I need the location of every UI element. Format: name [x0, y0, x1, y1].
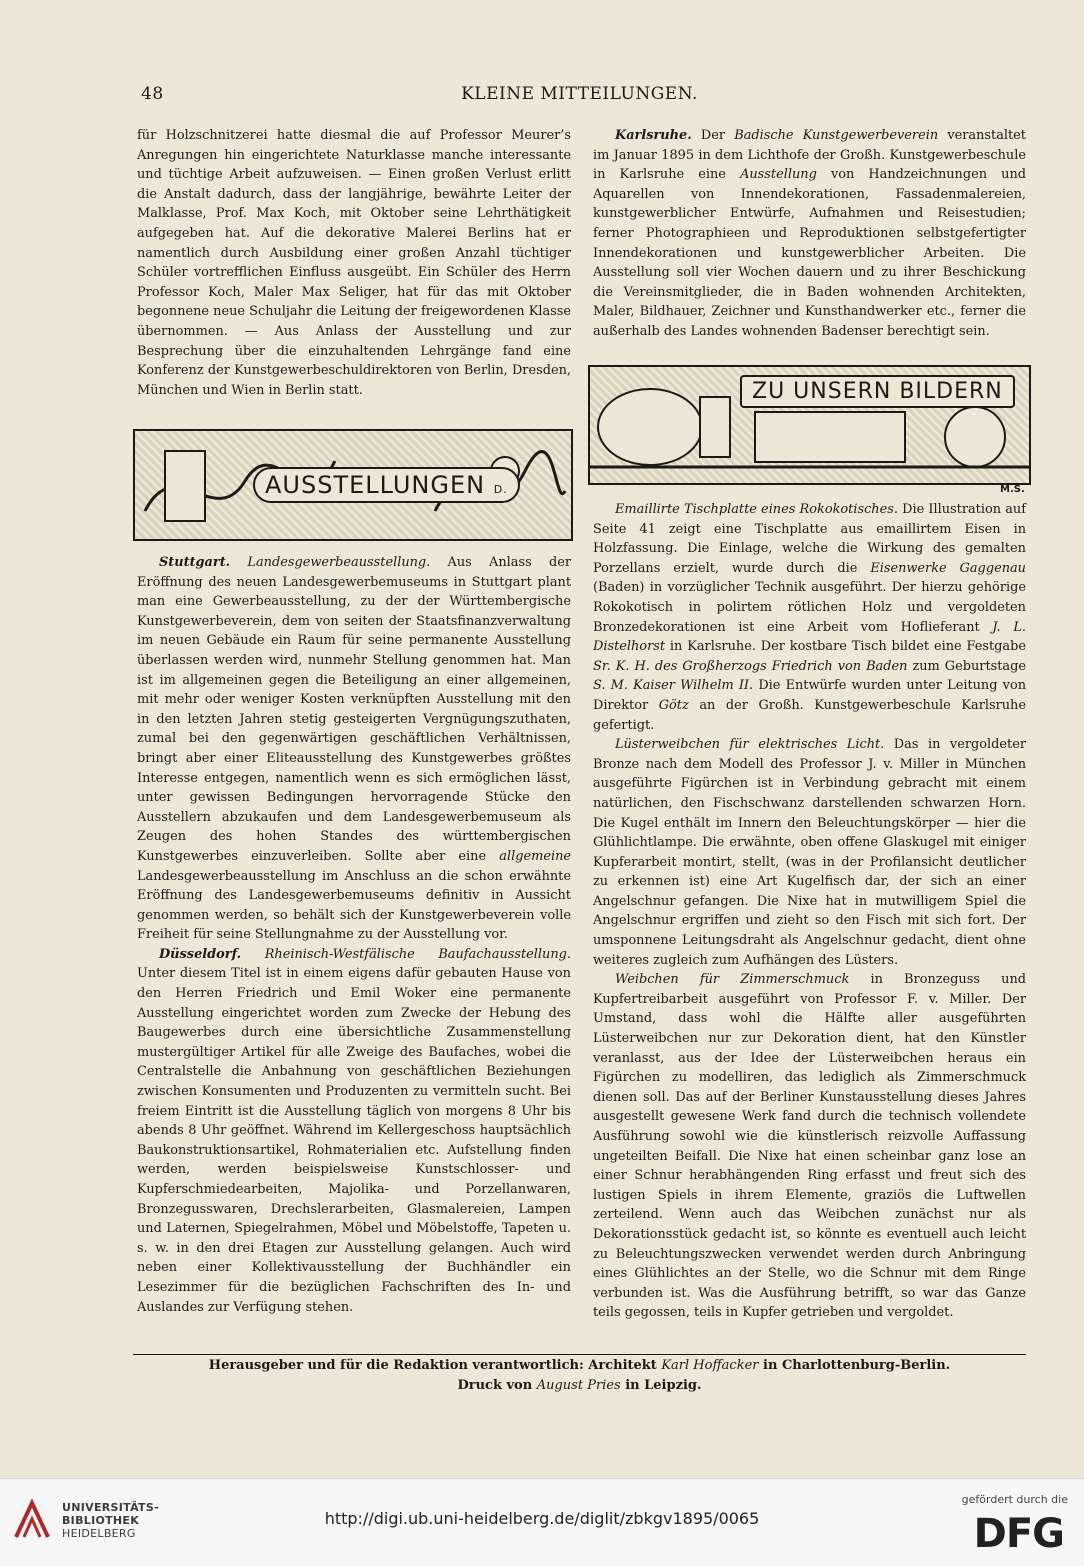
- stuttgart-subtitle: Landesgewerbeausstellung.: [247, 555, 431, 570]
- stuttgart-text2: Landesgewerbeausstellung im Anschluss an die schon erwähnte Eröffnung des Landesgewerbemuseums definitiv in Aussicht genommen werden, so behält sich der Kunstgewerbeverein volle Freiheit für seine Stellungnahme zu der Ausstellung vor.: [137, 868, 571, 943]
- weibchen-text: in Bronzeguss und Kupfertreibarbeit ausgeführt von Professor F. v. Miller. Der Umstand, dass wohl die Hälfte aller ausgeführten Lüsterweibchen nur zur Dekoration dient, hat den Künstler veranlasst, aus der Idee der Lüsterweibchen heraus ein Figürchen zu modelliren, das lediglich als Zimmerschmuck dienen soll. Das auf der Berliner Kunstausstellung dieses Jahres ausgestellt gewesene Werk fand durch die technisch vollendete Ausführung sowohl wie die künstlerisch reizvolle Auffassung ungeteilten Beifall. Die Nixe hat einen scheinbar ganz lose an einer Schnur herabhängenden Ring erfasst und freut sich des lustigen Spiels in ihrem Elemente, graziös die Luftwellen zerteilend. Wenn auch das Weibchen zunächst nur als Dekorationsstück gedacht ist, so könnte es eventuell auch leicht zu Beleuchtungszwecken verwendet werden durch Anbringung eines Glühlichtes an der Stelle, wo die Schnur mit dem Ringe verbunden ist. Was die Ausführung betrifft, so war das Ganze teils gegossen, teils in Kupfer getrieben und vergoldet.: [593, 972, 1026, 1321]
- karlsruhe-text-c: von Handzeichnungen und Aquarellen von Innendekorationen, Fassadenmalereien, kunstgewerblicher Entwürfe, Aufnahmen und Reisestudien; ferner Photographieen und Reproduktionen selbstgefertigter Innendekorationen und kunstgewerblicher Arbeiten. Die Ausstellung soll vier Wochen dauern und zu ihrer Beschickung die Vereinsmitglieder, die in Baden wohnenden Architekten, Maler, Bildhauer, Zeichner und Kunsthandwerker etc., ferner die außerhalb des Landes wohnenden Badenser berechtigt sein.: [593, 167, 1026, 339]
- page-header: [133, 84, 1026, 110]
- karlsruhe-italic-2: Ausstellung: [740, 167, 817, 183]
- weibchen-title: Weibchen für Zimmerschmuck: [615, 972, 850, 988]
- dfg-logo: DFG: [973, 1511, 1064, 1557]
- weibchen-paragraph: [593, 970, 1026, 1323]
- stuttgart-place: Stuttgart.: [159, 555, 231, 570]
- viewer-footer-bar: [0, 1478, 1084, 1566]
- running-title: KLEINE MITTEILUNGEN.: [461, 84, 698, 104]
- funding-label: gefördert durch die: [961, 1493, 1068, 1506]
- imprint-printer-name: August Pries: [536, 1378, 621, 1393]
- permalink-url[interactable]: http://digi.ub.uni-heidelberg.de/diglit/zbkgv1895/0065: [324, 1509, 760, 1528]
- duesseldorf-paragraph: [137, 945, 571, 1317]
- tischplatte-italic-3: Sr. K. H. des Großherzogs Friedrich von Baden: [593, 658, 908, 674]
- karlsruhe-paragraph: [593, 126, 1026, 342]
- ausstellungen-label: AUSSTELLUNGEN: [265, 471, 486, 499]
- ausstellungen-heading: [253, 467, 520, 503]
- duesseldorf-text: Unter diesem Titel ist in einem eigens dafür gebauten Hause von den Herren Friedrich und Emil Woker eine permanente Ausstellung eingerichtet worden zum Zwecke der Hebung des Baugewerbes durch eine übersichtliche Zusammenstellung mustergültiger Artikel für alle Zweige des Baufaches, wobei die Centralstelle die Anbahnung von geschäftlichen Beziehungen zwischen Konsumenten und Produzenten zu vermitteln sucht. Bei freiem Eintritt ist die Ausstellung täglich von morgens 8 Uhr bis abends 8 Uhr geöffnet. Während im Kellergeschoss hauptsächlich Baukonstruktionsartikel, Rohmaterialien etc. Aufstellung finden werden, werden beispielsweise Kunstschlosser- und Kupferschmiedearbeiten, Majolika- und Porzellanwaren, Bronzegusswaren, Drechslerarbeiten, Glasmalereien, Lampen und Laternen, Spiegelrahmen, Möbel und Möbelstoffe, Tapeten u. s. w. in den drei Etagen zur Ausstellung gelangen. Auch wird neben einer Kollektivausstellung der Buchhändler ein Lesezimmer für die bezüglichen Fachschriften des In- und Auslandes zur Verfügung stehen.: [137, 966, 571, 1315]
- library-line-2: BIBLIOTHEK: [62, 1514, 140, 1527]
- stuttgart-italic: allgemeine: [499, 848, 571, 864]
- tischplatte-italic-4: S. M. Kaiser Wilhelm II.: [593, 678, 754, 694]
- imprint-line-2: [133, 1376, 1026, 1396]
- paragraph-continued: für Holzschnitzerei hatte diesmal die auf Professor Meurer’s Anregungen hin eingerichtete Naturklasse manche interessante und tüchtige Arbeit aufzuweisen. — Einen großen Verlust erlitt die Anstalt dadurch, dass der langjährige, bewährte Leiter der Malklasse, Prof. Max Koch, mit Oktober seine Lehrthätigkeit aufgegeben hat. Auf die dekorative Malerei Berlins hat er namentlich durch Ausbildung einer großen Anzahl tüchtiger Schüler vortrefflichen Einfluss ausgeübt. Ein Schüler des Herrn Professor Koch, Maler Max Seliger, hat für das mit Oktober begonnene neue Schuljahr die Leitung der freigewordenen Klasse übernommen. — Aus Anlass der Ausstellung und zur Besprechung über die einzuhaltenden Lehrgänge fand eine Konferenz der Kunstgewerbeschuldirektoren von Berlin, Dresden, München und Wien in Berlin statt.: [137, 128, 571, 398]
- stuttgart-text: Aus Anlass der Eröffnung des neuen Landesgewerbemuseums in Stuttgart plant man eine Gewerbeausstellung, zu der der Württembergische Kunstgewerbeverein, dem von seiten der Staatsfinanzverwaltung im neuen Gebäude ein Raum für seine permanente Ausstellung überlassen werden wird, nunmehr Stellung genommen hat. Man ist im allgemeinen gegen die Beteiligung an einer allgemeinen, mit mehr oder weniger Kosten verknüpften Ausstellung mit den in den letzten Jahren stetig gesteigerten Vergnügungszuthaten, zumal bei den gegenwärtigen geschäftlichen Verhältnissen, bringt aber einer Eliteausstellung des Kunstgewerbes größtes Interesse entgegen, namentlich wenn es sich ermöglichen lässt, unter gewissen Bedingungen hervorragende Stücke den Ausstellern abzukaufen und dem Landesgewerbemuseum als Zeugen des hohen Standes des württembergischen Kunstgewerbes einzuverleiben. Sollte aber eine: [137, 555, 571, 864]
- left-column-bottom: [137, 553, 571, 1317]
- duesseldorf-subtitle: Rheinisch-Westfälische Baufachausstellung.: [264, 946, 571, 962]
- tischplatte-title: Emaillirte Tischplatte eines Rokokotisches.: [615, 502, 898, 517]
- tischplatte-text-e: Die Entwürfe wurden unter Leitung von Direktor: [593, 678, 1027, 713]
- tischplatte-italic-2: J. L. Distelhorst: [593, 619, 1026, 655]
- imprint-editor-name: Karl Hoffacker: [661, 1358, 759, 1373]
- karlsruhe-italic-1: Badische Kunstgewerbeverein: [734, 128, 939, 143]
- duesseldorf-place: Düsseldorf.: [159, 946, 242, 962]
- right-column-top: [593, 126, 1026, 342]
- footer-rule: [133, 1354, 1026, 1355]
- imprint-printer-label: Druck von: [457, 1378, 537, 1393]
- right-column-bottom: [593, 500, 1026, 1323]
- luesterweibchen-title: Lüsterweibchen für elektrisches Licht.: [615, 737, 885, 753]
- imprint-line-1: [133, 1356, 1026, 1376]
- tischplatte-text-d: zum Geburtstage: [907, 658, 1026, 674]
- tischplatte-text-b: (Baden) in vorzüglicher Technik ausgeführt. Der hierzu gehörige Rokokotisch in polirtem rötlichen Holz und vergoldeten Bronzedekorationen ist eine Arbeit vom Hoflieferant: [593, 580, 1026, 635]
- illustrator-signature: M.S.: [1000, 484, 1025, 495]
- tischplatte-text-c: in Karlsruhe. Der kostbare Tisch bildet eine Festgabe: [665, 639, 1026, 655]
- imprint-editor-label: Herausgeber und für die Redaktion verantwortlich: Architekt: [208, 1358, 662, 1373]
- tischplatte-text-f: an der Großh. Kunstgewerbeschule Karlsruhe gefertigt.: [593, 697, 1026, 733]
- zu-unsern-bildern-heading: ZU UNSERN BILDERN: [740, 375, 1015, 408]
- tischplatte-italic-1: Eisenwerke Gaggenau: [870, 560, 1026, 576]
- tischplatte-italic-5: Götz: [658, 697, 689, 713]
- luesterweibchen-text: Das in vergoldeter Bronze nach dem Modell des Professor J. v. Miller in München ausgeführte Figürchen ist in Verbindung gebracht mit einem natürlichen, den Fischschwanz darstellenden schwarzen Horn. Die Kugel enthält im Innern den Beleuchtungskörper — hier die Glühlichtlampe. Die erwähnte, oben offene Glaskugel mit einiger Kupferarbeit montirt, stellt, (was in der Profilansicht deutlicher zu erkennen ist) eine Art Kugelfisch dar, der sich an einer Angelschnur gefangen. Die Nixe hat in mutwilligem Spiel die Angelschnur ergriffen und zieht so den Fisch mit sich fort. Der umsponnene Leitungsdraht als Angelschnur gedacht, dient ohne weiteres zugleich zum Aufhängen des Lüsters.: [593, 737, 1026, 968]
- karlsruhe-text-b: veranstaltet im Januar 1895 in dem Lichthofe der Großh. Kunstgewerbeschule in Karlsruhe eine: [593, 128, 1026, 183]
- ausstellungen-suffix: D.: [493, 483, 508, 496]
- tischplatte-paragraph: [593, 500, 1026, 735]
- karlsruhe-place: Karlsruhe.: [615, 128, 692, 143]
- imprint-footer: [133, 1356, 1026, 1396]
- imprint-editor-place: in Charlottenburg-Berlin.: [758, 1358, 951, 1373]
- left-column-top: [137, 126, 571, 400]
- ausstellungen-banner: [133, 429, 573, 541]
- luesterweibchen-paragraph: [593, 735, 1026, 970]
- tischplatte-text-a: Die Illustration auf Seite 41 zeigt eine Tischplatte aus emaillirtem Eisen in Holzfassung. Die Einlage, welche die Wirkung des gemalten Porzellans erzielt, wurde durch die: [593, 502, 1026, 576]
- zu-unsern-bildern-banner: [588, 365, 1031, 485]
- imprint-printer-place: in Leipzig.: [620, 1378, 702, 1393]
- library-line-1: UNIVERSITÄTS-: [62, 1501, 159, 1514]
- karlsruhe-text-a: Der: [691, 128, 735, 143]
- page-number: 48: [141, 84, 164, 104]
- library-line-3: HEIDELBERG: [62, 1527, 136, 1540]
- stuttgart-paragraph: [137, 553, 571, 945]
